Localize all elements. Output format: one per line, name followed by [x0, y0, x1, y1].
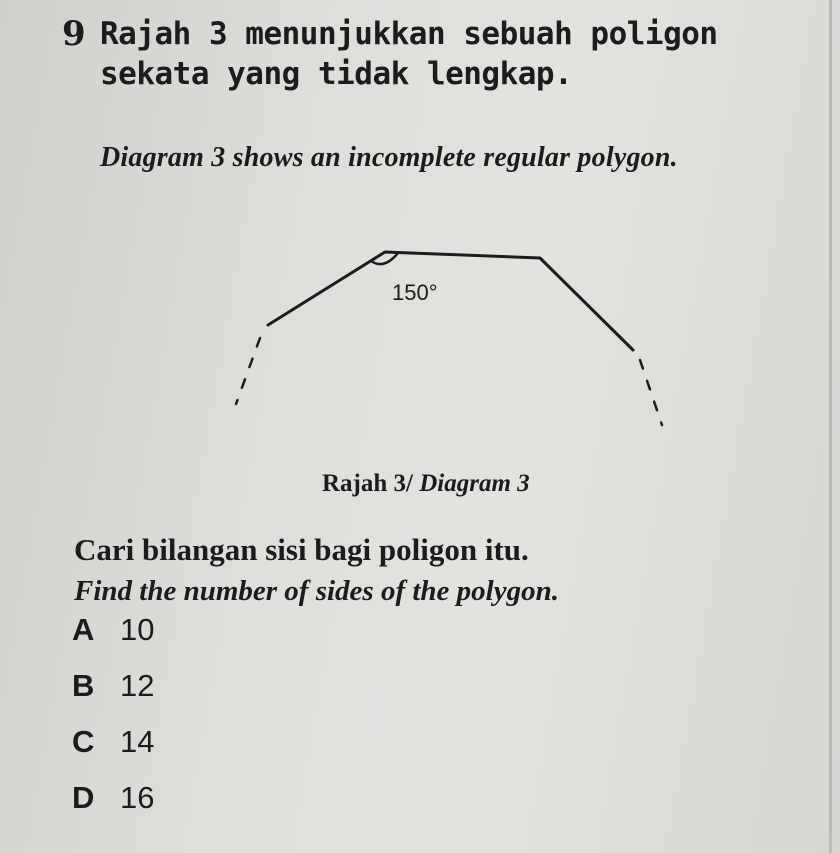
question-text-english: Diagram 3 shows an incomplete regular polygon.	[100, 142, 678, 173]
option-b[interactable]	[72, 668, 272, 708]
option-value: 16	[120, 780, 155, 815]
option-value: 10	[120, 612, 155, 647]
option-c[interactable]	[72, 724, 272, 764]
polygon-dashed-edges	[236, 338, 662, 425]
question-number: 9	[62, 14, 86, 54]
prompt-english: Find the number of sides of the polygon.	[74, 575, 559, 607]
diagram-caption	[322, 470, 530, 498]
option-letter: B	[72, 668, 95, 703]
option-a[interactable]	[72, 612, 272, 652]
polygon-solid-edges	[268, 252, 633, 350]
caption-english: Diagram 3	[419, 470, 530, 497]
option-value: 12	[120, 668, 155, 703]
angle-label: 150°	[392, 280, 438, 305]
prompt-malay: Cari bilangan sisi bagi poligon itu.	[74, 532, 529, 567]
polygon-sides	[268, 252, 633, 350]
option-letter: A	[72, 612, 95, 647]
option-letter: C	[72, 724, 95, 759]
option-d[interactable]	[72, 780, 272, 820]
question-text-malay: Rajah 3 menunjukkan sebuah poligon sekata yang tidak lengkap.	[100, 16, 718, 92]
caption-malay: Rajah 3/	[322, 470, 413, 497]
option-letter: D	[72, 780, 95, 815]
option-value: 14	[120, 724, 155, 759]
